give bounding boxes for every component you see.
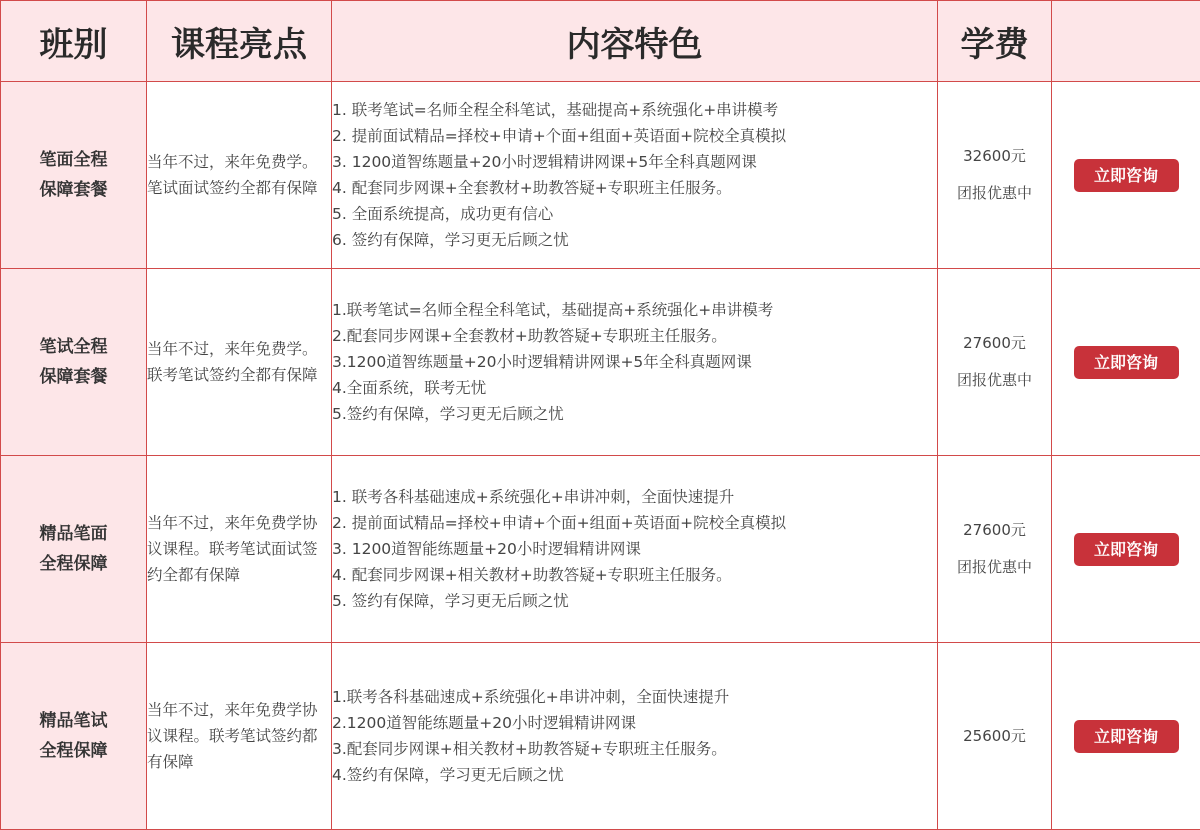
feature-item: 4. 配套同步网课+全套教材+助教答疑+专职班主任服务。	[332, 175, 937, 201]
fee-discount: 团报优惠中	[938, 549, 1051, 586]
feature-item: 1. 联考笔试=名师全程全科笔试，基础提高+系统强化+串讲模考	[332, 97, 937, 123]
class-name-cell	[1, 82, 147, 269]
header-action	[1052, 1, 1200, 82]
table-row	[1, 643, 1200, 830]
feature-item: 2.配套同步网课+全套教材+助教答疑+专职班主任服务。	[332, 323, 937, 349]
header-highlight: 课程亮点	[147, 1, 332, 82]
feature-item: 3.配套同步网课+相关教材+助教答疑+专职班主任服务。	[332, 736, 937, 762]
class-name-line2: 全程保障	[1, 549, 146, 579]
highlight-cell: 当年不过，来年免费学协议课程。联考笔试面试签约全都有保障	[147, 456, 332, 643]
class-name-cell	[1, 456, 147, 643]
feature-item: 5. 签约有保障，学习更无后顾之忧	[332, 588, 937, 614]
header-content: 内容特色	[332, 1, 938, 82]
class-name-line2: 保障套餐	[1, 175, 146, 205]
feature-item: 4.签约有保障，学习更无后顾之忧	[332, 762, 937, 788]
highlight-cell: 当年不过，来年免费学。联考笔试签约全都有保障	[147, 269, 332, 456]
class-name-line1: 精品笔面	[1, 519, 146, 549]
class-name-line1: 笔试全程	[1, 332, 146, 362]
feature-item: 6. 签约有保障，学习更无后顾之忧	[332, 227, 937, 253]
content-cell	[332, 456, 938, 643]
feature-item: 3.1200道智练题量+20小时逻辑精讲网课+5年全科真题网课	[332, 349, 937, 375]
class-name-line2: 保障套餐	[1, 362, 146, 392]
fee-amount: 32600元	[938, 138, 1051, 175]
consult-button[interactable]: 立即咨询	[1074, 720, 1179, 753]
fee-cell	[938, 269, 1052, 456]
consult-button[interactable]: 立即咨询	[1074, 533, 1179, 566]
class-name-cell	[1, 269, 147, 456]
fee-discount: 团报优惠中	[938, 175, 1051, 212]
table-row	[1, 269, 1200, 456]
class-name-line1: 精品笔试	[1, 706, 146, 736]
fee-cell	[938, 82, 1052, 269]
feature-list	[332, 484, 937, 614]
highlight-cell: 当年不过，来年免费学协议课程。联考笔试签约都有保障	[147, 643, 332, 830]
header-class: 班别	[1, 1, 147, 82]
feature-list	[332, 684, 937, 788]
class-name-cell	[1, 643, 147, 830]
fee-discount: 团报优惠中	[938, 362, 1051, 399]
feature-item: 2. 提前面试精品=择校+申请+个面+组面+英语面+院校全真模拟	[332, 510, 937, 536]
action-cell	[1052, 643, 1200, 830]
fee-cell	[938, 456, 1052, 643]
feature-list	[332, 297, 937, 427]
highlight-cell: 当年不过，来年免费学。笔试面试签约全都有保障	[147, 82, 332, 269]
feature-item: 3. 1200道智练题量+20小时逻辑精讲网课+5年全科真题网课	[332, 149, 937, 175]
fee-amount: 27600元	[938, 512, 1051, 549]
fee-cell	[938, 643, 1052, 830]
feature-item: 2. 提前面试精品=择校+申请+个面+组面+英语面+院校全真模拟	[332, 123, 937, 149]
content-cell	[332, 82, 938, 269]
feature-item: 1. 联考各科基础速成+系统强化+串讲冲刺，全面快速提升	[332, 484, 937, 510]
table-row	[1, 82, 1200, 269]
feature-item: 5. 全面系统提高，成功更有信心	[332, 201, 937, 227]
content-cell	[332, 269, 938, 456]
content-cell	[332, 643, 938, 830]
table-row	[1, 456, 1200, 643]
feature-item: 1.联考各科基础速成+系统强化+串讲冲刺，全面快速提升	[332, 684, 937, 710]
fee-amount: 25600元	[938, 718, 1051, 755]
feature-item: 2.1200道智能练题量+20小时逻辑精讲网课	[332, 710, 937, 736]
consult-button[interactable]: 立即咨询	[1074, 159, 1179, 192]
feature-item: 4.全面系统，联考无忧	[332, 375, 937, 401]
action-cell	[1052, 82, 1200, 269]
fee-amount: 27600元	[938, 325, 1051, 362]
feature-item: 4. 配套同步网课+相关教材+助教答疑+专职班主任服务。	[332, 562, 937, 588]
feature-list	[332, 97, 937, 253]
header-fee: 学费	[938, 1, 1052, 82]
class-name-line1: 笔面全程	[1, 145, 146, 175]
feature-item: 5.签约有保障，学习更无后顾之忧	[332, 401, 937, 427]
consult-button[interactable]: 立即咨询	[1074, 346, 1179, 379]
action-cell	[1052, 269, 1200, 456]
table-header-row	[1, 1, 1200, 82]
class-name-line2: 全程保障	[1, 736, 146, 766]
action-cell	[1052, 456, 1200, 643]
feature-item: 1.联考笔试=名师全程全科笔试，基础提高+系统强化+串讲模考	[332, 297, 937, 323]
feature-item: 3. 1200道智能练题量+20小时逻辑精讲网课	[332, 536, 937, 562]
